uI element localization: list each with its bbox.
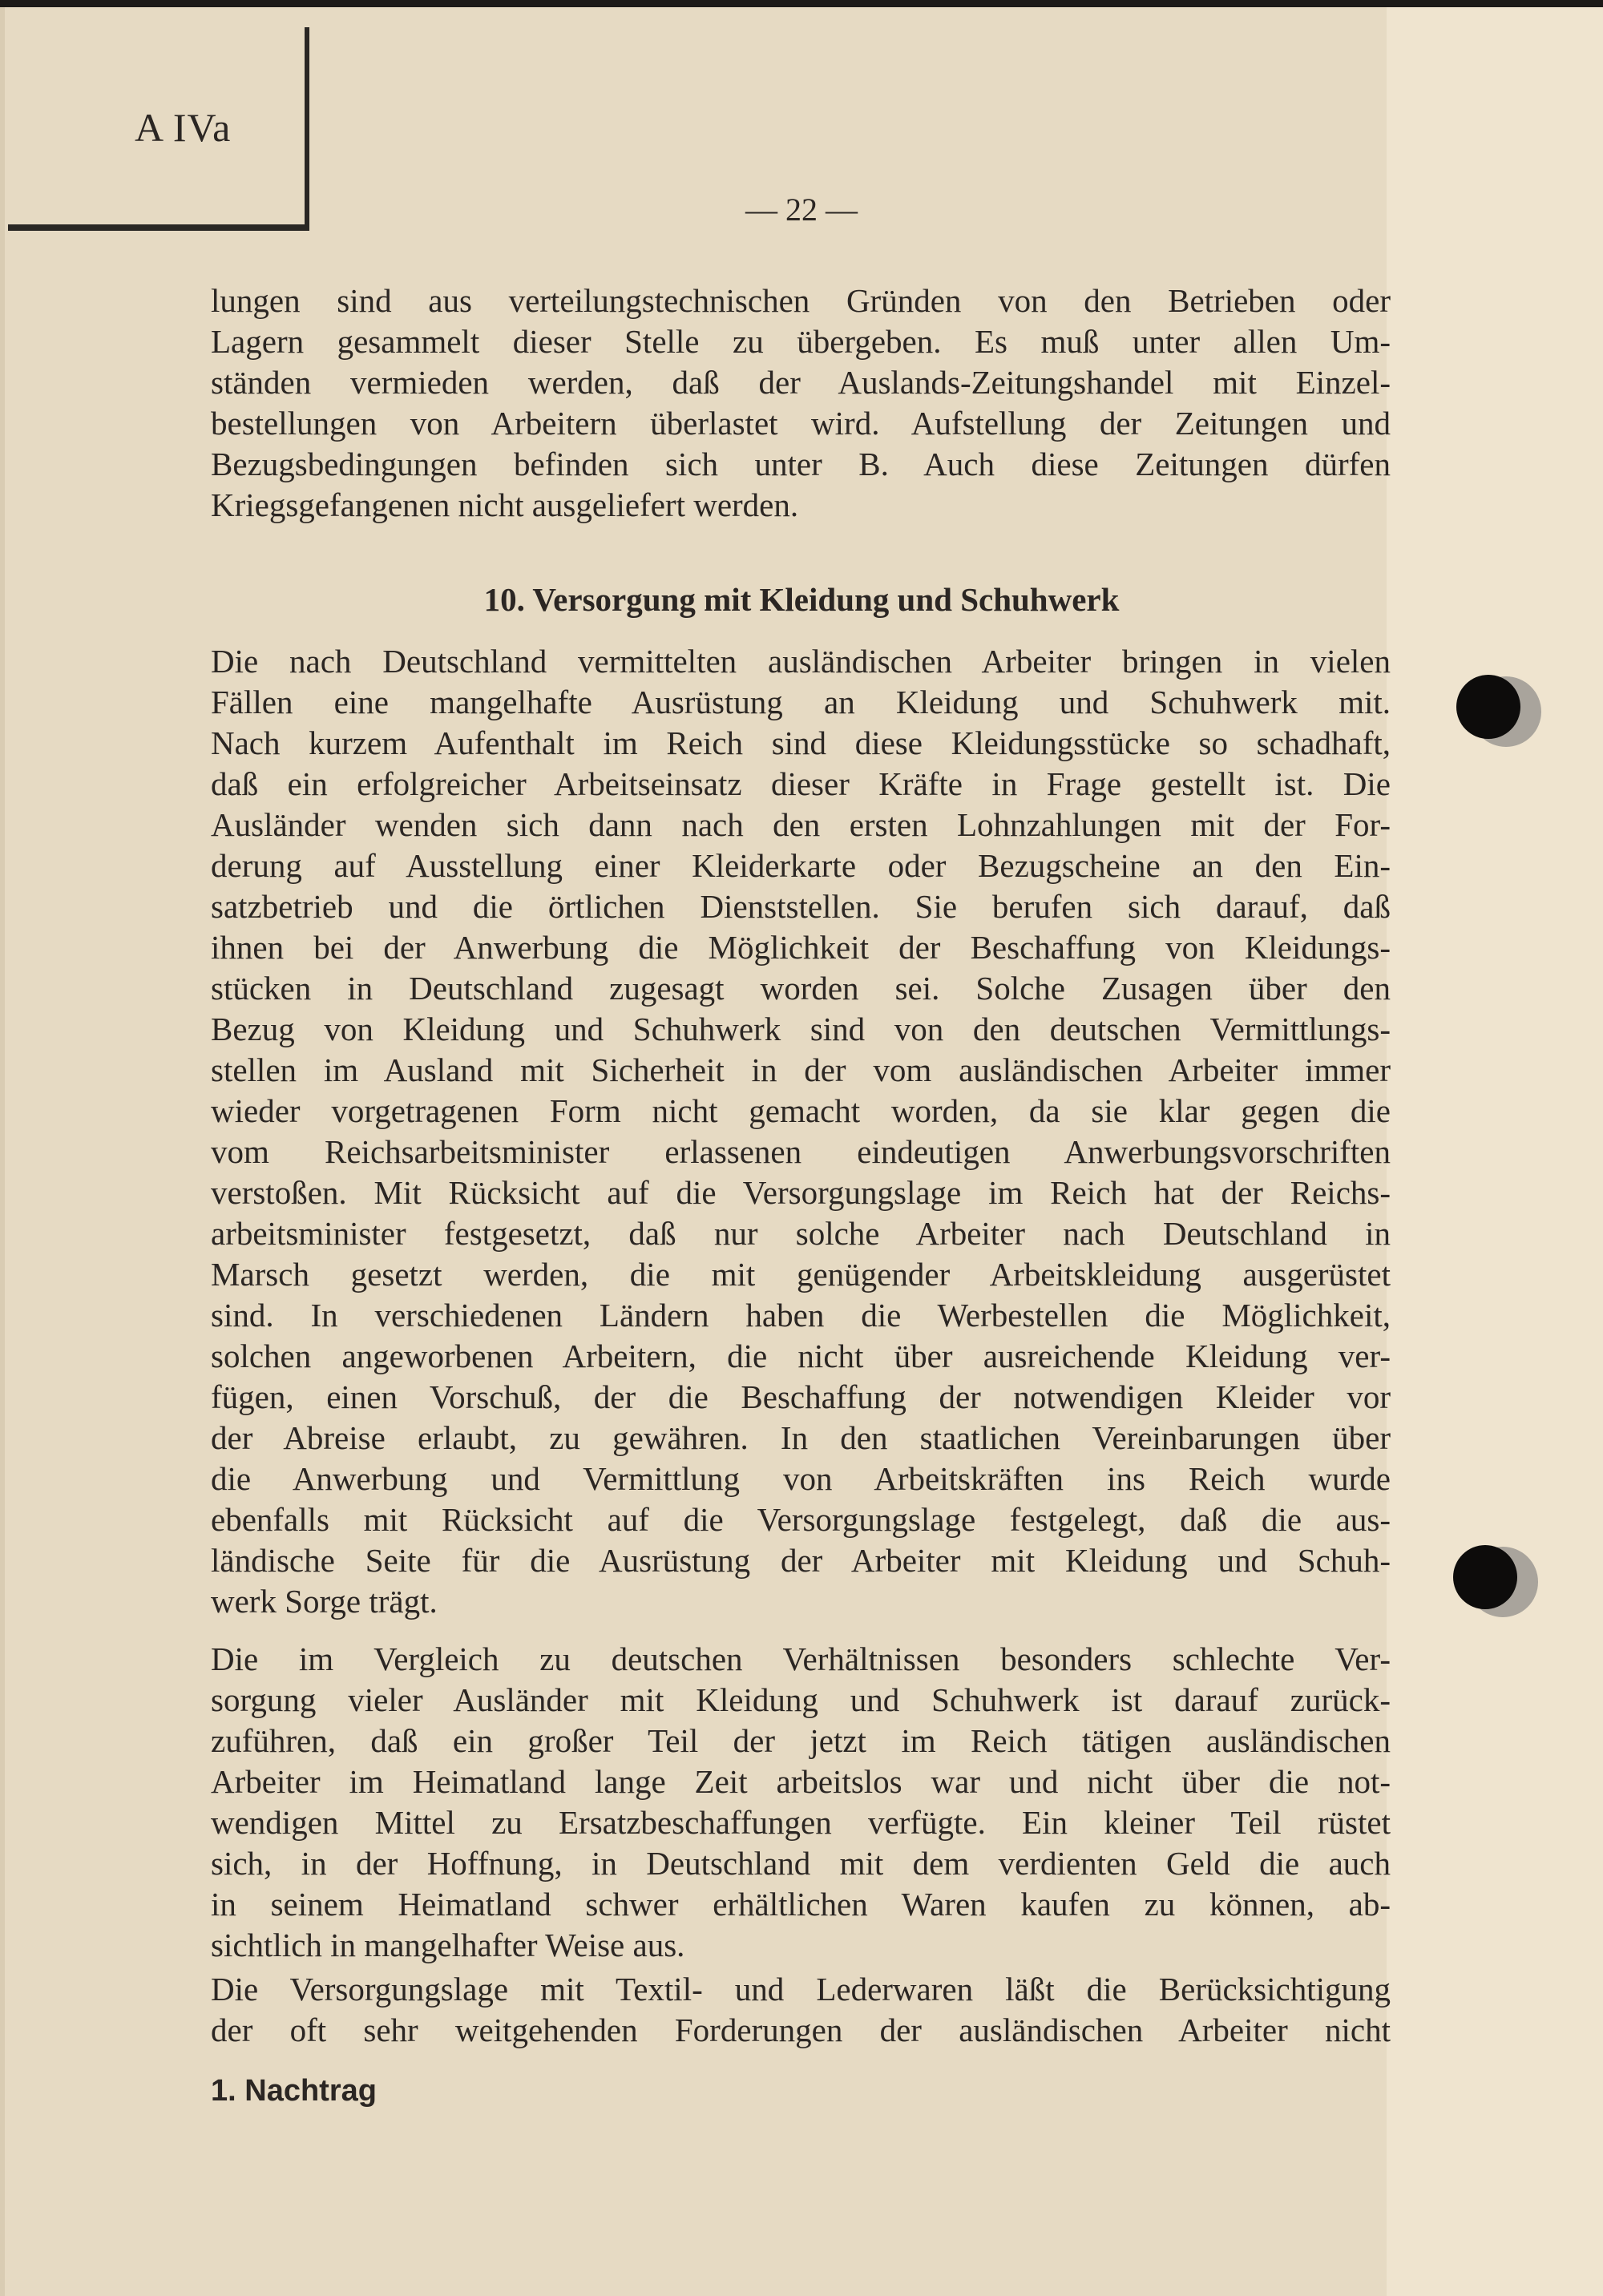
text-line: stellen im Ausland mit Sicherheit in der vom ausländischen Arbeiter immer xyxy=(211,1051,1391,1088)
paragraph-1 xyxy=(211,280,1391,526)
text-line: lungen sind aus verteilungstechnischen Gründen von den Betrieben oder xyxy=(211,282,1391,319)
text-line: der oft sehr weitgehenden Forderungen der ausländischen Arbeiter nicht xyxy=(211,2012,1391,2048)
punch-hole-icon xyxy=(1456,675,1520,739)
text-line: satzbetrieb und die örtlichen Dienststellen. Sie berufen sich darauf, daß xyxy=(211,888,1391,925)
text-line: Bezug von Kleidung und Schuhwerk sind von den deutschen Vermittlungs- xyxy=(211,1011,1391,1047)
text-line: ländische Seite für die Ausrüstung der Arbeiter mit Kleidung und Schuh- xyxy=(211,1542,1391,1579)
text-line: ihnen bei der Anwerbung die Möglichkeit der Beschaffung von Kleidungs- xyxy=(211,929,1391,966)
text-line: werk Sorge trägt. xyxy=(211,1583,438,1620)
supplement-label: 1. Nachtrag xyxy=(211,2074,377,2108)
paragraph-3 xyxy=(211,1639,1391,1966)
text-line: Die nach Deutschland vermittelten ausländischen Arbeiter bringen in vielen xyxy=(211,643,1391,680)
text-line: Ausländer wenden sich dann nach den ersten Lohnzahlungen mit der For- xyxy=(211,806,1391,843)
text-line: Marsch gesetzt werden, die mit genügender Arbeitskleidung ausgerüstet xyxy=(211,1256,1391,1293)
text-line: zuführen, daß ein großer Teil der jetzt im Reich tätigen ausländischen xyxy=(211,1722,1391,1759)
paragraph-4 xyxy=(211,1969,1391,2051)
text-line: sichtlich in mangelhafter Weise aus. xyxy=(211,1927,685,1963)
page-right-edge xyxy=(1387,7,1603,2296)
text-line: derung auf Ausstellung einer Kleiderkarte oder Bezugscheine an den Ein- xyxy=(211,847,1391,884)
text-line: fügen, einen Vorschuß, der die Beschaffung der notwendigen Kleider vor xyxy=(211,1378,1391,1415)
text-line: bestellungen von Arbeitern überlastet wird. Aufstellung der Zeitungen und xyxy=(211,405,1391,442)
text-line: Arbeiter im Heimatland lange Zeit arbeitslos war und nicht über die not- xyxy=(211,1763,1391,1800)
text-line: sind. In verschiedenen Ländern haben die Werbestellen die Möglichkeit, xyxy=(211,1297,1391,1334)
text-line: ebenfalls mit Rücksicht auf die Versorgungslage festgelegt, daß die aus- xyxy=(211,1501,1391,1538)
text-line: arbeitsminister festgesetzt, daß nur solche Arbeiter nach Deutschland in xyxy=(211,1215,1391,1252)
text-line: Bezugsbedingungen befinden sich unter B. Auch diese Zeitungen dürfen xyxy=(211,446,1391,482)
text-line: vom Reichsarbeitsminister erlassenen eindeutigen Anwerbungsvorschriften xyxy=(211,1133,1391,1170)
text-line: Die im Vergleich zu deutschen Verhältnissen besonders schlechte Ver- xyxy=(211,1640,1391,1677)
text-line: Kriegsgefangenen nicht ausgeliefert werden. xyxy=(211,486,799,523)
text-line: Lagern gesammelt dieser Stelle zu übergeben. Es muß unter allen Um- xyxy=(211,323,1391,360)
text-line: sorgung vieler Ausländer mit Kleidung und Schuhwerk ist darauf zurück- xyxy=(211,1681,1391,1718)
section-tab-label: A IVa xyxy=(135,105,232,150)
text-line: solchen angeworbenen Arbeitern, die nicht über ausreichende Kleidung ver- xyxy=(211,1338,1391,1374)
scan-top-border xyxy=(0,0,1603,7)
text-line: wendigen Mittel zu Ersatzbeschaffungen verfügte. Ein kleiner Teil rüstet xyxy=(211,1804,1391,1841)
page-number: — 22 — xyxy=(745,192,858,228)
text-line: Nach kurzem Aufenthalt im Reich sind diese Kleidungsstücke so schadhaft, xyxy=(211,724,1391,761)
text-line: verstoßen. Mit Rücksicht auf die Versorgungslage im Reich hat der Reichs- xyxy=(211,1174,1391,1211)
text-line: daß ein erfolgreicher Arbeitseinsatz dieser Kräfte in Frage gestellt ist. Die xyxy=(211,765,1391,802)
text-line: die Anwerbung und Vermittlung von Arbeitskräften ins Reich wurde xyxy=(211,1460,1391,1497)
text-line: stücken in Deutschland zugesagt worden sei. Solche Zusagen über den xyxy=(211,970,1391,1007)
text-line: wieder vorgetragenen Form nicht gemacht worden, da sie klar gegen die xyxy=(211,1092,1391,1129)
text-line: in seinem Heimatland schwer erhältlichen Waren kaufen zu können, ab- xyxy=(211,1886,1391,1923)
text-line: der Abreise erlaubt, zu gewähren. In den staatlichen Vereinbarungen über xyxy=(211,1419,1391,1456)
text-line: sich, in der Hoffnung, in Deutschland mit dem verdienten Geld die auch xyxy=(211,1845,1391,1882)
section-heading: 10. Versorgung mit Kleidung und Schuhwerk xyxy=(483,581,1120,618)
page-left-edge xyxy=(0,7,5,2296)
paragraph-2 xyxy=(211,641,1391,1622)
text-line: Fällen eine mangelhafte Ausrüstung an Kleidung und Schuhwerk mit. xyxy=(211,684,1391,720)
text-line: ständen vermieden werden, daß der Auslands-Zeitungshandel mit Einzel- xyxy=(211,364,1391,401)
punch-hole-icon xyxy=(1453,1545,1517,1609)
text-line: Die Versorgungslage mit Textil- und Lederwaren läßt die Berücksichtigung xyxy=(211,1971,1391,2007)
